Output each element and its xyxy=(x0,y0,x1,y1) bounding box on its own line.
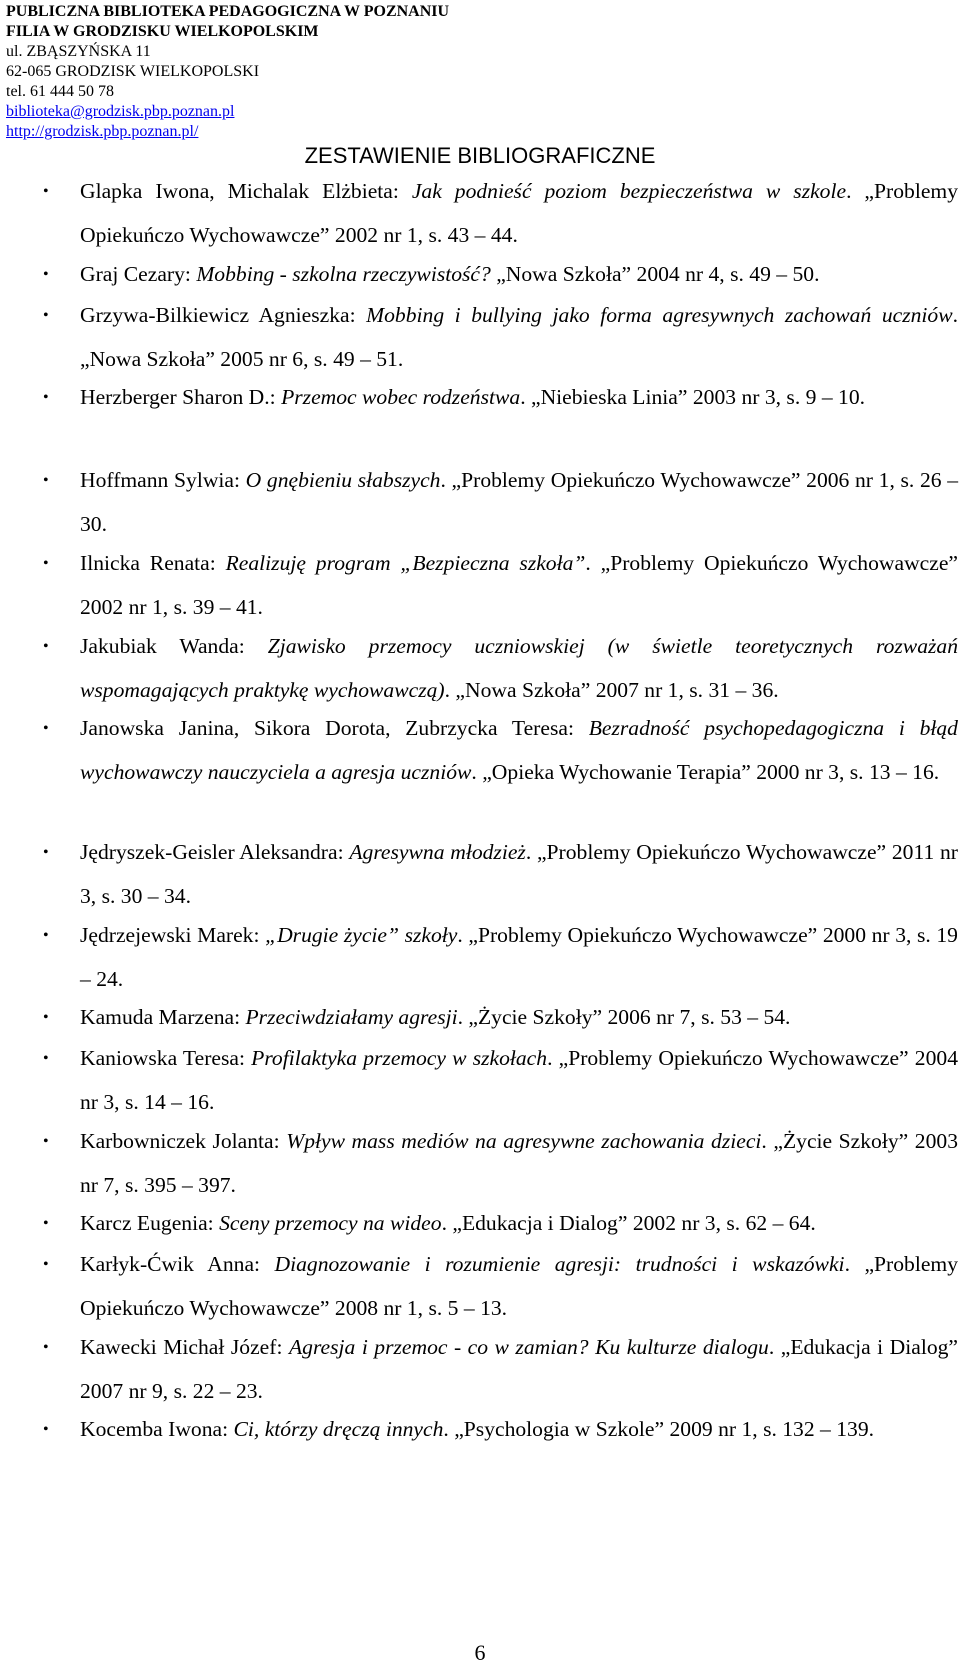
entry-title: O gnębieniu słabszych xyxy=(245,468,441,492)
phone-number: tel. 61 444 50 78 xyxy=(6,83,114,100)
entry-author: Karbowniczek Jolanta: xyxy=(80,1129,287,1153)
entry-author: Graj Cezary: xyxy=(80,262,197,286)
bullet-icon: • xyxy=(43,927,49,944)
list-item xyxy=(43,1202,958,1246)
branch-name: FILIA W GRODZISKU WIELKOPOLSKIM xyxy=(6,23,319,40)
bullet-icon: • xyxy=(43,1133,49,1150)
entry-title: Ci, którzy dręczą innych xyxy=(233,1417,444,1441)
entry-source: . „Życie Szkoły” 2003 nr 7, s. 395 – 397. xyxy=(80,1129,958,1197)
list-item xyxy=(43,996,958,1040)
website-link[interactable]: http://grodzisk.pbp.poznan.pl/ xyxy=(6,123,199,140)
bullet-icon: • xyxy=(43,389,49,406)
entry-source: . „Problemy Opiekuńczo Wychowawcze” 2006 nr 1, s. 26 – 30. xyxy=(80,468,959,536)
entry-author: Kocemba Iwona: xyxy=(80,1417,234,1441)
list-item xyxy=(43,1326,958,1413)
entry-source: . „Edukacja i Dialog” 2002 nr 3, s. 62 – 64. xyxy=(441,1211,816,1235)
list-item xyxy=(43,831,958,918)
entry-source: . „Problemy Opiekuńczo Wychowawcze” 2000 nr 3, s. 19 – 24. xyxy=(80,923,958,991)
entry-author: Ilnicka Renata: xyxy=(80,551,226,575)
bullet-icon: • xyxy=(43,720,49,737)
entry-title: „Drugie życie” szkoły xyxy=(265,923,458,947)
entry-title: Przeciwdziałamy agresji xyxy=(245,1005,458,1029)
bullet-icon: • xyxy=(43,638,49,655)
entry-author: Kawecki Michał Józef: xyxy=(80,1335,289,1359)
page-title: ZESTAWIENIE BIBLIOGRAFICZNE xyxy=(304,143,656,168)
entry-author: Jakubiak Wanda: xyxy=(80,634,268,658)
list-item xyxy=(43,253,958,297)
bullet-icon: • xyxy=(43,1215,49,1232)
entry-author: Herzberger Sharon D.: xyxy=(80,385,282,409)
entry-author: Karłyk-Ćwik Anna: xyxy=(80,1252,275,1276)
list-item xyxy=(43,294,959,381)
city-address: 62-065 GRODZISK WIELKOPOLSKI xyxy=(6,63,260,80)
list-item xyxy=(43,542,958,629)
entry-title: Agresywna młodzież xyxy=(349,840,526,864)
list-item xyxy=(43,1037,958,1124)
list-item xyxy=(43,1408,958,1452)
entry-source: . „Edukacja i Dialog” 2007 nr 9, s. 22 – 23. xyxy=(80,1335,958,1403)
entry-author: Karcz Eugenia: xyxy=(80,1211,220,1235)
entry-title: Bezradność psychopedagogiczna i błąd wychowawczy nauczyciela a agresja uczniów xyxy=(80,716,958,784)
list-item xyxy=(43,1243,959,1330)
entry-source: . „Nowa Szkoła” 2005 nr 6, s. 49 – 51. xyxy=(80,303,959,371)
list-item xyxy=(43,914,958,1001)
entry-author: Jędryszek-Geisler Aleksandra: xyxy=(80,840,350,864)
list-item xyxy=(43,376,958,420)
entry-title: Profilaktyka przemocy w szkołach xyxy=(251,1046,548,1070)
entry-title: Zjawisko przemocy uczniowskiej (w świetle teoretycznych rozważań wspomagających praktykę wychowawczą) xyxy=(80,634,958,702)
entry-source: „Nowa Szkoła” 2004 nr 4, s. 49 – 50. xyxy=(490,262,820,286)
entry-title: Wpływ mass mediów na agresywne zachowania dzieci xyxy=(286,1129,762,1153)
entry-title: Mobbing i bullying jako forma agresywnych zachowań uczniów xyxy=(366,303,953,327)
entry-title: Sceny przemocy na wideo xyxy=(219,1211,442,1235)
entry-source: . „Problemy Opiekuńczo Wychowawcze” 2002 nr 1, s. 39 – 41. xyxy=(80,551,958,619)
library-header xyxy=(6,2,449,142)
entry-title: Agresja i przemoc - co w zamian? Ku kulturze dialogu xyxy=(288,1335,769,1359)
entry-source: . „Opieka Wychowanie Terapia” 2000 nr 3, s. 13 – 16. xyxy=(471,759,940,784)
bullet-icon: • xyxy=(43,555,49,572)
entry-title: Jak podnieść poziom bezpieczeństwa w szkole xyxy=(411,179,847,203)
entry-source: . „Problemy Opiekuńczo Wychowawcze” 2002 nr 1, s. 43 – 44. xyxy=(80,179,958,247)
list-item xyxy=(43,170,958,257)
bullet-icon: • xyxy=(43,844,49,861)
entry-title: Realizuję program „Bezpieczna szkoła” xyxy=(225,551,586,575)
entry-source: . „Życie Szkoły” 2006 nr 7, s. 53 – 54. xyxy=(457,1005,791,1029)
entry-author: Glapka Iwona, Michalak Elżbieta: xyxy=(80,179,412,203)
entry-author: Hoffmann Sylwia: xyxy=(80,468,246,492)
list-item xyxy=(43,459,959,546)
bullet-icon: • xyxy=(43,1339,49,1356)
bullet-icon: • xyxy=(43,307,49,324)
bullet-icon: • xyxy=(43,472,49,489)
bullet-icon: • xyxy=(43,1050,49,1067)
entry-title: Przemoc wobec rodzeństwa xyxy=(281,385,521,409)
bullet-icon: • xyxy=(43,266,49,283)
page-number: 6 xyxy=(474,1640,486,1665)
bullet-icon: • xyxy=(43,183,49,200)
entry-author: Kamuda Marzena: xyxy=(80,1005,246,1029)
list-item xyxy=(43,707,958,794)
list-item xyxy=(43,1120,958,1207)
entry-source: . „Problemy Opiekuńczo Wychowawcze” 2011 nr 3, s. 30 – 34. xyxy=(80,840,958,908)
list-item xyxy=(43,625,958,712)
email-link[interactable]: biblioteka@grodzisk.pbp.poznan.pl xyxy=(6,103,235,120)
street-address: ul. ZBĄSZYŃSKA 11 xyxy=(6,43,151,60)
entry-title: Diagnozowanie i rozumienie agresji: trudności i wskazówki xyxy=(274,1252,845,1276)
bullet-icon: • xyxy=(43,1421,49,1438)
bullet-icon: • xyxy=(43,1256,49,1273)
entry-author: Janowska Janina, Sikora Dorota, Zubrzycka Teresa: xyxy=(80,716,589,740)
entry-author: Kaniowska Teresa: xyxy=(80,1046,252,1070)
entry-source: . „Niebieska Linia” 2003 nr 3, s. 9 – 10. xyxy=(520,385,866,409)
entry-source: . „Problemy Opiekuńczo Wychowawcze” 2004 nr 3, s. 14 – 16. xyxy=(80,1046,958,1114)
library-name: PUBLICZNA BIBLIOTEKA PEDAGOGICZNA W POZNANIU xyxy=(6,3,450,20)
entry-author: Grzywa-Bilkiewicz Agnieszka: xyxy=(80,303,367,327)
entry-author: Jędrzejewski Marek: xyxy=(80,923,266,947)
entry-source: . „Problemy Opiekuńczo Wychowawcze” 2008 nr 1, s. 5 – 13. xyxy=(80,1252,959,1320)
entry-source: . „Psychologia w Szkole” 2009 nr 1, s. 132 – 139. xyxy=(443,1417,875,1441)
entry-source: . „Nowa Szkoła” 2007 nr 1, s. 31 – 36. xyxy=(444,677,779,702)
entry-title: Mobbing - szkolna rzeczywistość? xyxy=(196,262,491,286)
bullet-icon: • xyxy=(43,1009,49,1026)
